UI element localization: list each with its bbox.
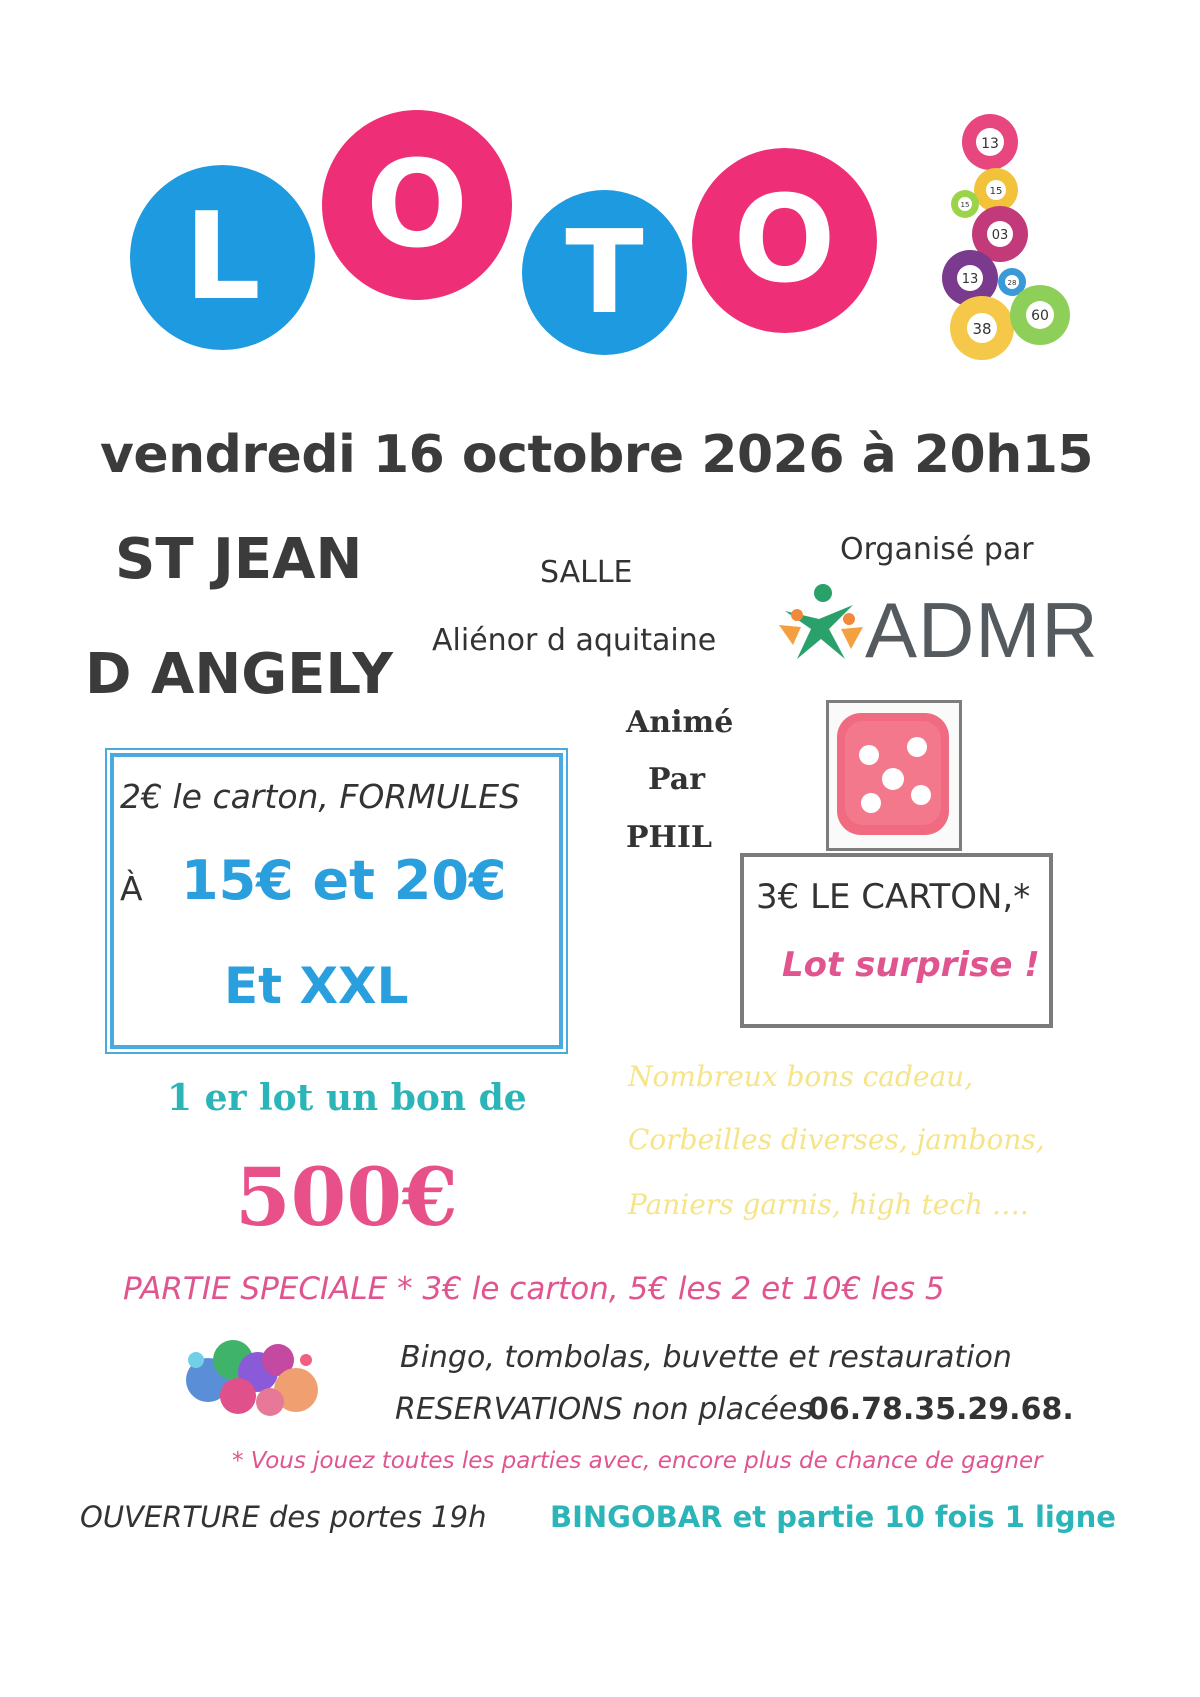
reservation-phone: 06.78.35.29.68. <box>808 1392 1074 1427</box>
venue-label: SALLE <box>540 555 633 590</box>
loto-letter-o1: O <box>322 110 512 300</box>
ball-number: 38 <box>972 320 992 338</box>
ball-number: 60 <box>1031 308 1049 324</box>
special-game: PARTIE SPECIALE * 3€ le carton, 5€ les 2 et 10€ les 5 <box>123 1271 945 1307</box>
host-line-1: Animé <box>626 705 734 740</box>
pricing-line-3: Et XXL <box>224 957 409 1015</box>
dice-icon <box>829 703 959 848</box>
city-line-2: D ANGELY <box>85 642 393 707</box>
bingobar-line: BINGOBAR et partie 10 fois 1 ligne <box>550 1500 1116 1534</box>
carton-price: 3€ LE CARTON,* <box>756 877 1031 917</box>
organizer-label: Organisé par <box>840 532 1034 567</box>
footnote: * Vous jouez toutes les parties avec, encore plus de chance de gagner <box>232 1448 1043 1474</box>
organizer-name: ADMR <box>865 586 1099 674</box>
city-line-1: ST JEAN <box>115 527 363 592</box>
pricing-line-2-prefix: À <box>120 869 143 908</box>
prize-list-item: Nombreux bons cadeau, <box>628 1060 974 1093</box>
prize-list-item: Paniers garnis, high tech …. <box>628 1188 1029 1221</box>
host-line-3: PHIL <box>626 820 713 855</box>
pricing-line-1: 2€ le carton, FORMULES <box>120 777 521 816</box>
pricing-box-formulas <box>110 753 563 1049</box>
prize-list-item: Corbeilles diverses, jambons, <box>628 1123 1045 1156</box>
host-line-2: Par <box>648 762 705 797</box>
ball-number: 13 <box>961 272 979 287</box>
surprise-lot: Lot surprise ! <box>782 945 1040 985</box>
loto-letter-t: T <box>522 190 687 355</box>
event-date: vendredi 16 octobre 2026 à 20h15 <box>100 425 1094 485</box>
reservation-label: RESERVATIONS non placées <box>395 1392 813 1427</box>
first-prize-amount: 500€ <box>235 1150 458 1244</box>
bingo-balls-image <box>940 110 1090 370</box>
pricing-line-2: 15€ et 20€ <box>181 849 507 912</box>
ball-number: 03 <box>991 228 1009 243</box>
venue-name: Aliénor d aquitaine <box>432 623 717 658</box>
dice-image <box>826 700 962 851</box>
loto-letter-l: L <box>130 165 315 350</box>
ball-number: 13 <box>981 136 999 152</box>
pricing-box-carton <box>740 853 1053 1028</box>
admr-logo-icon <box>775 583 867 663</box>
loto-letter-o2: O <box>692 148 877 333</box>
ball-number: 15 <box>960 201 970 209</box>
lottery-balls-cluster-image <box>178 1330 323 1420</box>
doors-opening: OUVERTURE des portes 19h <box>80 1500 487 1534</box>
extras-line: Bingo, tombolas, buvette et restauration <box>400 1340 1012 1375</box>
ball-number: 28 <box>1007 279 1017 287</box>
first-prize-label: 1 er lot un bon de <box>167 1077 527 1119</box>
ball-number: 15 <box>989 186 1003 197</box>
